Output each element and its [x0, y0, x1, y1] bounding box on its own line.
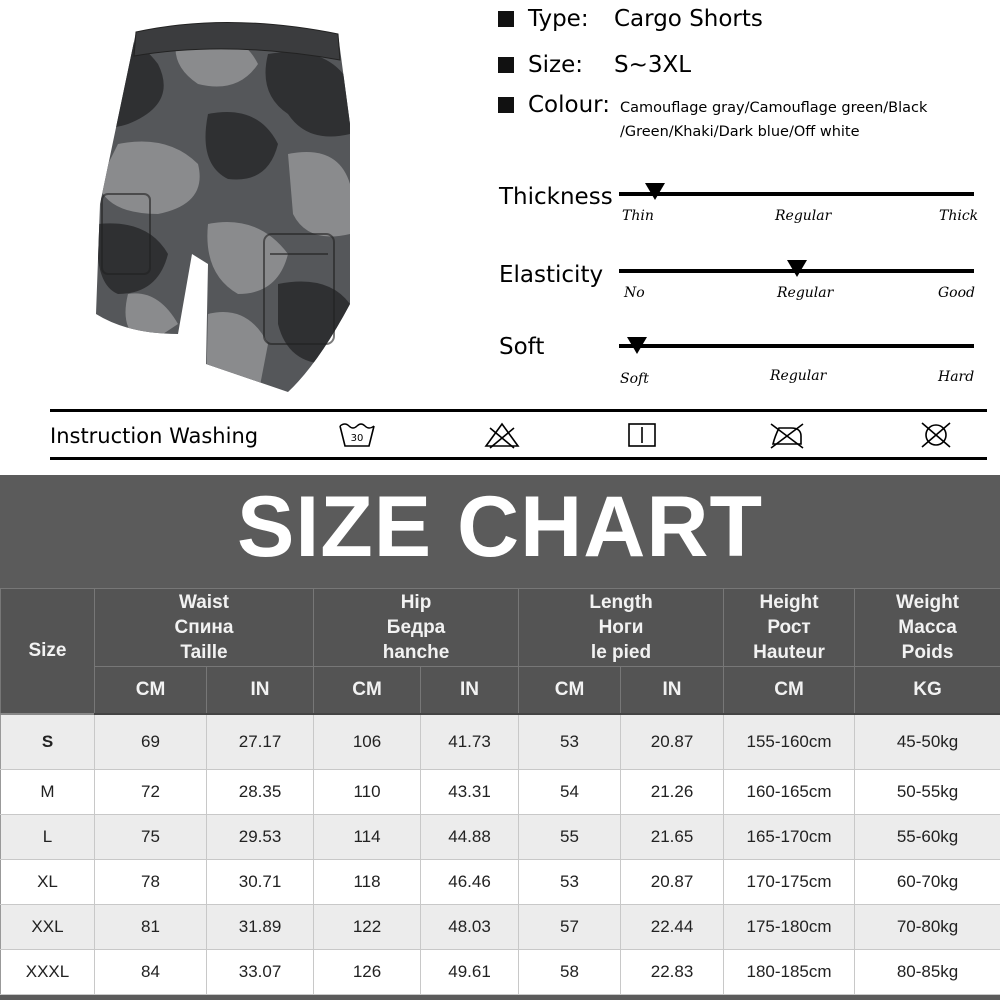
length-header — [519, 589, 724, 667]
spec-colour — [498, 92, 622, 118]
table-cell: 45-50kg — [855, 714, 1000, 770]
do-not-bleach-icon — [482, 420, 522, 450]
header-line: Weight — [896, 592, 960, 613]
wash-bottom-rule — [50, 457, 987, 460]
unit-header: CM — [724, 667, 855, 714]
wash-30-icon — [337, 420, 377, 450]
table-cell: 33.07 — [207, 950, 314, 995]
unit-header: IN — [621, 667, 724, 714]
header-line: Waist — [179, 592, 229, 613]
elasticity-tick-low: No — [624, 285, 645, 301]
table-row — [1, 905, 1000, 950]
header-line: Poids — [901, 642, 954, 663]
colour-value-line: /Green/Khaki/Dark blue/Off white — [620, 124, 860, 140]
elasticity-marker-icon — [787, 260, 807, 277]
header-line: Масса — [898, 617, 957, 638]
weight-header — [855, 589, 1000, 667]
bullet-square-icon — [498, 11, 514, 27]
table-row — [1, 860, 1000, 905]
cargo-shorts-image — [88, 4, 360, 396]
bullet-square-icon — [498, 57, 514, 73]
table-row — [1, 770, 1000, 815]
table-cell: 118 — [314, 860, 421, 905]
table-cell: 41.73 — [421, 714, 519, 770]
header-line: Бедра — [386, 617, 446, 638]
soft-scale — [619, 344, 974, 348]
soft-tick-mid: Regular — [770, 368, 827, 384]
elasticity-tick-mid: Regular — [777, 285, 834, 301]
table-cell: 80-85kg — [855, 950, 1000, 995]
thickness-marker-icon — [645, 183, 665, 200]
header-line: Ноги — [598, 617, 644, 638]
header-line: hanche — [382, 642, 450, 663]
header-line: Рост — [767, 617, 811, 638]
table-cell: 49.61 — [421, 950, 519, 995]
table-cell: 54 — [519, 770, 621, 815]
table-cell: 175-180cm — [724, 905, 855, 950]
thickness-scale — [619, 192, 974, 196]
table-cell: 22.44 — [621, 905, 724, 950]
spec-type — [498, 6, 763, 32]
table-row — [1, 714, 1000, 770]
table-cell: 114 — [314, 815, 421, 860]
wash-temp: 30 — [350, 433, 364, 444]
size-chart-title: SIZE CHART — [237, 479, 763, 575]
table-cell: 60-70kg — [855, 860, 1000, 905]
table-cell: 31.89 — [207, 905, 314, 950]
size-cell: XXL — [1, 905, 95, 950]
soft-tick-high: Hard — [938, 369, 975, 385]
size-label: Size: — [528, 52, 583, 78]
header-line: Height — [759, 592, 819, 613]
table-cell: 29.53 — [207, 815, 314, 860]
table-cell: 20.87 — [621, 714, 724, 770]
size-value: S~3XL — [614, 52, 692, 78]
type-value: Cargo Shorts — [614, 6, 763, 32]
table-cell: 53 — [519, 714, 621, 770]
soft-label: Soft — [499, 334, 545, 360]
size-column-header: Size — [1, 589, 95, 714]
wash-top-rule — [50, 409, 987, 412]
thickness-tick-low: Thin — [622, 208, 654, 224]
table-cell: 126 — [314, 950, 421, 995]
table-cell: 84 — [95, 950, 207, 995]
type-label: Type: — [528, 6, 589, 32]
table-cell: 30.71 — [207, 860, 314, 905]
height-header — [724, 589, 855, 667]
table-cell: 50-55kg — [855, 770, 1000, 815]
colour-value-line: Camouflage gray/Camouflage green/Black — [620, 100, 928, 116]
spec-size — [498, 52, 691, 78]
header-line: Hauteur — [753, 642, 825, 663]
size-cell: S — [1, 714, 95, 770]
table-cell: 21.65 — [621, 815, 724, 860]
table-cell: 70-80kg — [855, 905, 1000, 950]
table-cell: 81 — [95, 905, 207, 950]
soft-marker-icon — [627, 337, 647, 354]
table-cell: 22.83 — [621, 950, 724, 995]
do-not-dry-clean-icon — [916, 420, 956, 450]
colour-values — [620, 96, 980, 144]
header-line: Taille — [180, 642, 228, 663]
table-cell: 48.03 — [421, 905, 519, 950]
size-chart-table — [0, 588, 1000, 995]
table-cell: 106 — [314, 714, 421, 770]
table-cell: 75 — [95, 815, 207, 860]
line-dry-icon — [622, 420, 662, 450]
table-cell: 46.46 — [421, 860, 519, 905]
table-cell: 28.35 — [207, 770, 314, 815]
table-cell: 110 — [314, 770, 421, 815]
size-cell: XXXL — [1, 950, 95, 995]
soft-tick-low: Soft — [620, 371, 649, 387]
thickness-tick-mid: Regular — [775, 208, 832, 224]
size-cell: M — [1, 770, 95, 815]
table-row — [1, 815, 1000, 860]
unit-header: IN — [207, 667, 314, 714]
do-not-iron-icon — [767, 420, 807, 450]
table-cell: 57 — [519, 905, 621, 950]
table-cell: 55 — [519, 815, 621, 860]
thickness-tick-high: Thick — [939, 208, 979, 224]
header-line: Length — [589, 592, 653, 613]
table-cell: 122 — [314, 905, 421, 950]
header-line: Hip — [400, 592, 432, 613]
table-cell: 170-175cm — [724, 860, 855, 905]
header-line: Спина — [174, 617, 234, 638]
elasticity-tick-high: Good — [938, 285, 976, 301]
table-cell: 69 — [95, 714, 207, 770]
table-cell: 21.26 — [621, 770, 724, 815]
unit-header: CM — [519, 667, 621, 714]
table-cell: 78 — [95, 860, 207, 905]
table-cell: 53 — [519, 860, 621, 905]
unit-header: IN — [421, 667, 519, 714]
colour-label: Colour: — [528, 92, 610, 118]
size-cell: L — [1, 815, 95, 860]
unit-header: CM — [95, 667, 207, 714]
bullet-square-icon — [498, 97, 514, 113]
unit-header: KG — [855, 667, 1000, 714]
unit-header: CM — [314, 667, 421, 714]
table-cell: 180-185cm — [724, 950, 855, 995]
table-cell: 44.88 — [421, 815, 519, 860]
table-cell: 165-170cm — [724, 815, 855, 860]
thickness-label: Thickness — [499, 184, 613, 210]
size-cell: XL — [1, 860, 95, 905]
table-cell: 58 — [519, 950, 621, 995]
header-line: le pied — [590, 642, 652, 663]
hip-header — [314, 589, 519, 667]
elasticity-label: Elasticity — [499, 262, 604, 288]
table-cell: 72 — [95, 770, 207, 815]
table-cell: 27.17 — [207, 714, 314, 770]
table-cell: 155-160cm — [724, 714, 855, 770]
waist-header — [95, 589, 314, 667]
table-cell: 55-60kg — [855, 815, 1000, 860]
table-row — [1, 950, 1000, 995]
table-cell: 20.87 — [621, 860, 724, 905]
washing-label: Instruction Washing — [50, 424, 259, 448]
table-cell: 160-165cm — [724, 770, 855, 815]
table-cell: 43.31 — [421, 770, 519, 815]
